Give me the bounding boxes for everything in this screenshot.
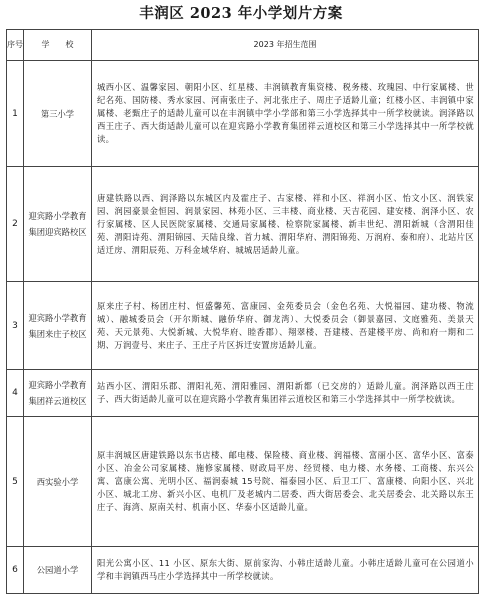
school-name: 公园道小学 (24, 547, 92, 594)
enrollment-range: 站西小区、渭阳乐郡、渭阳礼苑、渭阳雅园、渭阳新都（已交房的）适龄儿童。润泽路以西王庄子、西大街适龄儿童可以在迎宾路小学教育集团祥云道校区和第三小学选择其中一所学校就读。 (92, 370, 479, 417)
school-name: 第三小学 (24, 61, 92, 167)
enrollment-range: 原来庄子村、杨团庄村、恒盛馨苑、富康园、金苑委员会（金色名苑、大悦福园、建功楼、物流城）、融城委员会（开尔斯城、融侨华府、御龙湾）、大悦委员会（御景嘉园、文庭雅苑、美景天苑、天元景苑、大悦新城、大悦华府、睦香郡）、翔翠楼、吾建楼、吾建楼平房、尚和府一期和二期、万润壹号、来庄子、王庄子片区拆迁安置房适龄儿童。 (92, 282, 479, 370)
school-name: 迎宾路小学教育集团迎宾路校区 (24, 167, 92, 282)
table-row (7, 61, 479, 167)
enrollment-range: 唐建铁路以西、润泽路以东城区内及霍庄子、古家楼、祥和小区、祥润小区、怡文小区、润铁家园、润园豪景金恒园、润景家园、林苑小区、三丰楼、商业楼、天吉花园、建安楼、润泽小区、农行家属楼、区人民医院家属楼、交通局家属楼、检察院家属楼、新丰世纪、渭阳新城（含渭阳佳苑、渭阳诗苑、渭阳锦园、天陆良缘、首力城、渭阳华府、渭阳锦苑、万润府、泰和府）、北站片区适迁房、渭阳辰苑、万科金域华府、城城居适龄儿童。 (92, 167, 479, 282)
school-name: 迎宾路小学教育集团来庄子校区 (24, 282, 92, 370)
table-row (7, 417, 479, 547)
table-header-row (7, 30, 479, 61)
enrollment-zone-table (6, 29, 479, 594)
row-number: 5 (7, 417, 24, 547)
enrollment-range: 原丰润城区唐建铁路以东书店楼、邮电楼、保险楼、商业楼、润福楼、富丽小区、富华小区、富泰小区、冶金公司家属楼、施修家属楼、财政局平房、经贸楼、电力楼、水务楼、工商楼、东兴公寓、富康公寓、光明小区、福润泰城 15号院、福泰园小区、后卫工厂、富康楼、向阳小区、兴北小区、城北工房、新兴小区、电机厂及老城内二居委、西大街居委会、北关居委会、北关路以东王庄子、海湾、原南关村、机南小区、华泰小区适龄儿童。 (92, 417, 479, 547)
table-row (7, 370, 479, 417)
school-name: 西实验小学 (24, 417, 92, 547)
row-number: 6 (7, 547, 24, 594)
row-number: 2 (7, 167, 24, 282)
header-no: 序号 (7, 30, 24, 61)
row-number: 1 (7, 61, 24, 167)
enrollment-range: 阳光公寓小区、11 小区、原东大街、原前家沟、小韩庄适龄儿童。小韩庄适龄儿童可在公园道小学和丰润镇西马庄小学选择其中一所学校就读。 (92, 547, 479, 594)
row-number: 3 (7, 282, 24, 370)
table-row (7, 547, 479, 594)
header-range: 2023 年招生范围 (92, 30, 479, 61)
header-school: 学 校 (24, 30, 92, 61)
enrollment-range: 城西小区、温馨家园、朝阳小区、红星楼、丰润镇教育集资楼、税务楼、玫瑰园、中行家属楼、世纪名苑、国防楼、秀水家园、河南张庄子、河北张庄子、周庄子适龄儿童；红楼小区、丰润镇中家属楼、老甄庄子的适龄儿童可以在丰润镇中学小学部和第三小学选择其中一所学校就读。润泽路以西王庄子、西大街适龄儿童可以在迎宾路小学教育集团祥云道校区和第三小学选择其中一所学校就读。 (92, 61, 479, 167)
table-row (7, 167, 479, 282)
document-title: 丰润区 2023 年小学划片方案 (139, 5, 343, 22)
school-name: 迎宾路小学教育集团祥云道校区 (24, 370, 92, 417)
row-number: 4 (7, 370, 24, 417)
table-row (7, 282, 479, 370)
